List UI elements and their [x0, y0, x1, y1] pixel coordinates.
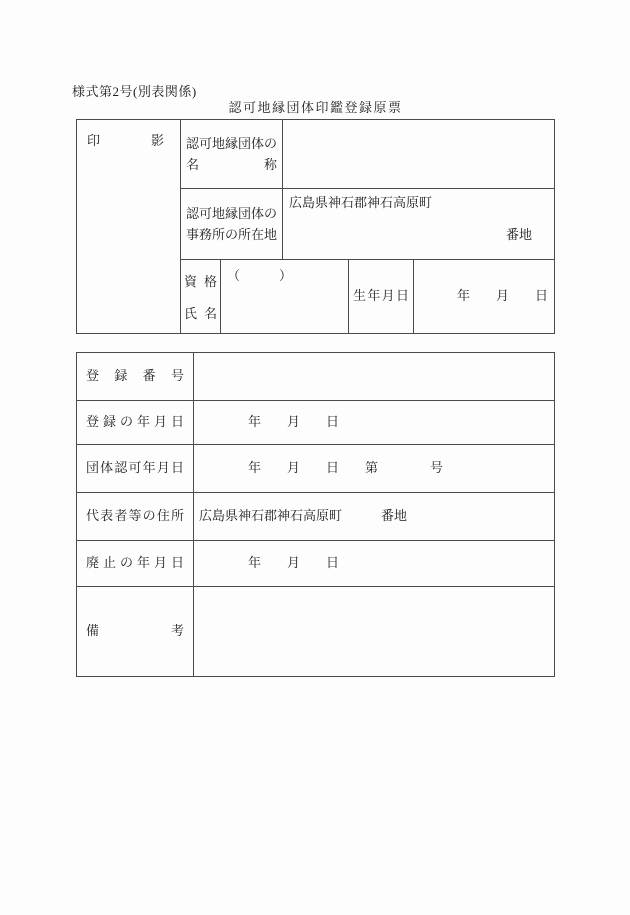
association-name-value [283, 120, 554, 188]
document-title: 認可地縁団体印鑑登録原票 [228, 100, 403, 115]
association-name-label-line1: 認可地縁団体の [186, 136, 278, 151]
representative-row [181, 260, 554, 333]
remarks-label: 備考 [86, 623, 184, 639]
registration-date-row [77, 401, 554, 445]
abolition-date-row [77, 541, 554, 587]
abolition-date-value: 年 月 日 [248, 555, 340, 571]
qualification-label: 資格 [184, 274, 217, 289]
birth-date-label-cell [349, 260, 414, 333]
association-approval-date-row [77, 445, 554, 493]
remarks-value [194, 587, 554, 676]
remarks-row [77, 587, 554, 676]
representative-address-value: 広島県神石郡神石高原町 番地 [199, 508, 408, 524]
row-label [77, 401, 194, 444]
banchi-suffix: 番地 [505, 227, 532, 243]
row-label [77, 541, 194, 586]
qualification-name-label-cell [181, 260, 221, 333]
qualification-paren-value: （ ） [221, 260, 349, 333]
office-address-label [181, 189, 283, 259]
registry-table [76, 352, 555, 677]
representative-address-label: 代表者等の住所 [86, 508, 184, 524]
row-label [77, 445, 194, 492]
registration-number-value [194, 353, 554, 400]
association-name-row [181, 120, 554, 189]
office-address-value [283, 189, 554, 259]
registration-date-label: 登録の年月日 [86, 414, 184, 430]
office-address-label-line2: 事務所の所在地 [186, 227, 278, 242]
registration-number-row [77, 353, 554, 401]
office-address-prefilled-text: 広島県神石郡神石高原町 [289, 195, 433, 210]
representative-address-row [77, 493, 554, 541]
birth-date-value: 年 月 日 [456, 288, 548, 304]
abolition-date-label: 廃止の年月日 [86, 555, 184, 571]
seal-impression-cell [77, 120, 181, 333]
association-approval-date-value: 年 月 日 第 号 [248, 460, 444, 476]
row-label [77, 587, 194, 676]
seal-impression-label: 印影 [87, 133, 164, 148]
form-id-text: 様式第2号(別表関係) [72, 84, 197, 99]
registration-number-label: 登録番号 [86, 368, 184, 384]
seal-table-right-section [181, 120, 554, 333]
association-approval-date-label: 団体認可年月日 [86, 460, 184, 476]
office-address-row [181, 189, 554, 260]
row-label [77, 353, 194, 400]
association-name-label [181, 120, 283, 188]
birth-date-label: 生年月日 [353, 288, 409, 304]
registration-date-value: 年 月 日 [248, 414, 340, 430]
seal-table [76, 119, 555, 334]
office-address-label-line1: 認可地縁団体の [186, 206, 278, 221]
association-name-label-line2: 名称 [186, 157, 277, 172]
row-label [77, 493, 194, 540]
name-label: 氏名 [184, 305, 217, 321]
